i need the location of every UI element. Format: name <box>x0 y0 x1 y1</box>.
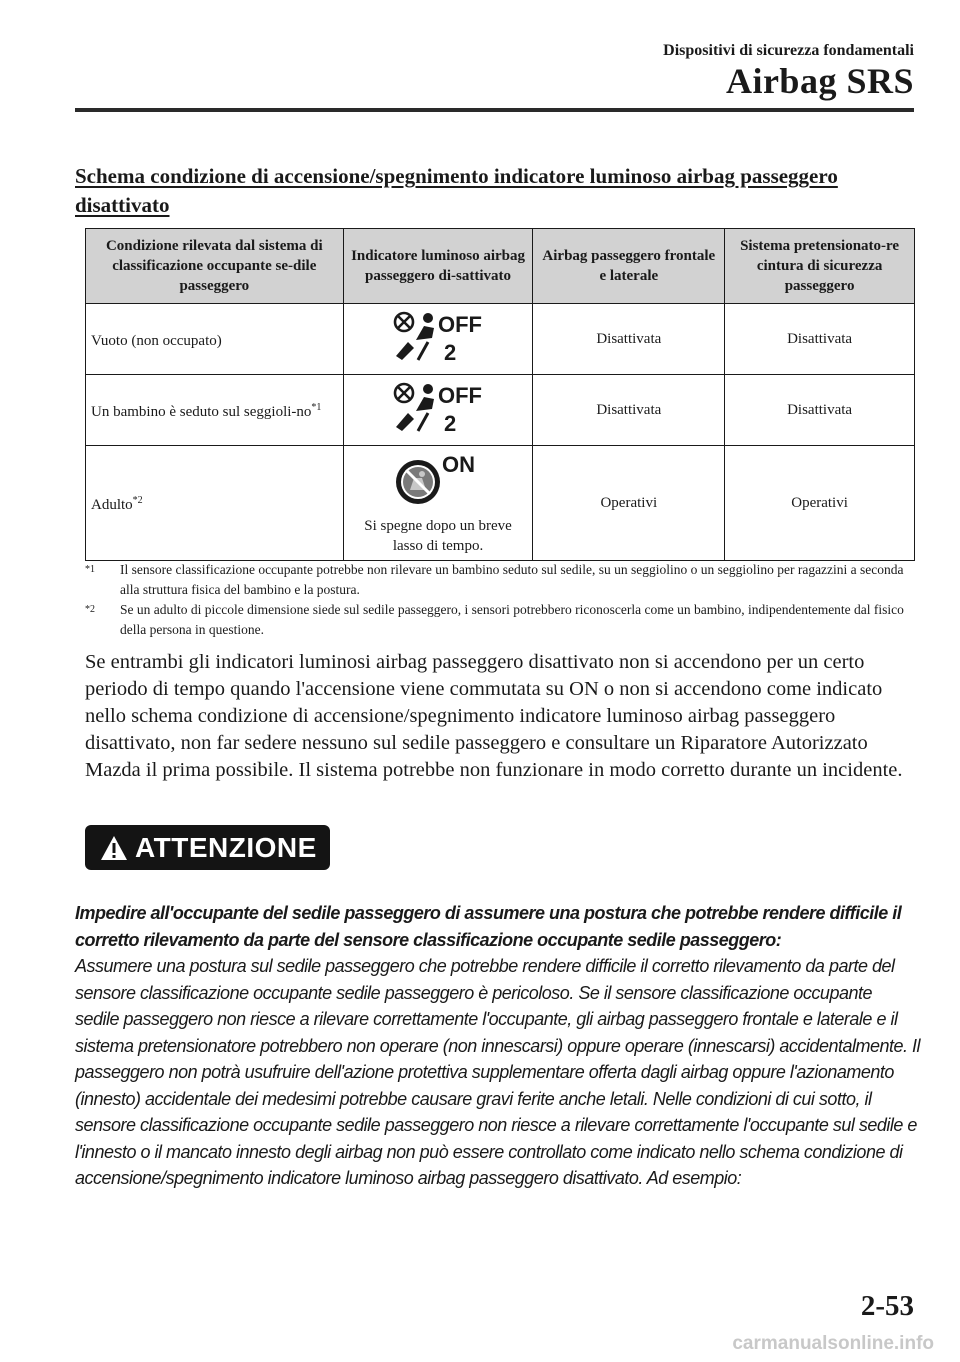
indicator-status-table <box>85 228 915 561</box>
body-paragraph: Se entrambi gli indicatori luminosi airbag passeggero disattivato non si accendono per un certo periodo di tempo quando l'accensione viene commutata su ON o non si accendono come indicato nello schema condizione di accensione/spegnimento indicatore luminoso airbag passeggero disattivato, non far sedere nessuno sul sedile passeggero e consultare un Riparatore Autorizzato Mazda il prima possibile. Il sistema potrebbe non funzionare in modo corretto durante un incidente. <box>85 651 903 781</box>
indicator-cell <box>343 304 533 375</box>
footnote-text: Il sensore classificazione occupante potrebbe non rilevare un bambino seduto sul sedile, su un seggiolino o un seggiolino per ragazzini a seconda alla struttura fisica del bambino e la postura. <box>120 562 904 597</box>
indicator-text: ON <box>442 452 476 477</box>
col-header-airbag: Airbag passeggero frontale e laterale <box>533 229 725 304</box>
warning-triangle-icon <box>99 834 129 862</box>
page-title: Airbag SRS <box>725 61 914 101</box>
table-row <box>86 375 915 446</box>
footnotes <box>85 560 915 640</box>
passenger-airbag-off-icon <box>388 379 488 435</box>
airbag-status: Disattivata <box>533 304 725 375</box>
page-number: 2-53 <box>860 1290 914 1322</box>
section-heading <box>75 162 915 220</box>
header-section: Dispositivi di sicurezza fondamentali <box>663 42 914 59</box>
warning-label: ATTENZIONE <box>135 831 317 863</box>
warning-body <box>75 900 920 1192</box>
footnote-mark: *2 <box>85 604 95 615</box>
watermark: carmanualsonline.info <box>732 1333 934 1354</box>
condition-text: Un bambino è seduto sul seggioli-no <box>91 404 312 420</box>
warning-paragraph: Assumere una postura sul sedile passeggero che potrebbe rendere difficile il corretto rilevamento da parte del sensore classificazione occupante sedile passeggero è pericoloso. Se il sensore classificazione occupante sedile passeggero non riesce a rilevare correttamente l'occupante, gli airbag passeggero frontale e laterale e il sistema pretensionatore potrebbero non operare (non innescarsi) oppure operare (innescarsi) accidentalmente. Il passeggero non potrà usufruire dell'azione protettiva supplementare offerta dagli airbag oppure l'azionamento (innesto) accidentale dei medesimi potrebbe causare gravi ferite anche letali. Nelle condizioni di cui sotto, il sensore classificazione occupante sedile passeggero non riesce a rilevare correttamente l'occupante sul sedile e l'innesto o il mancato innesto degli airbag non può essere controllato come indicato nello schema condizione di accensione/spegnimento indicatore luminoso airbag passeggero disattivato. Ad esempio: <box>75 956 921 1188</box>
condition-text: Vuoto (non occupato) <box>91 333 222 349</box>
passenger-airbag-off-icon <box>388 308 488 364</box>
condition-cell <box>86 375 344 446</box>
footnote-mark: *1 <box>85 564 95 575</box>
col-header-pretensioner: Sistema pretensionato-re cintura di sicurezza passeggero <box>725 229 915 304</box>
table-header-row <box>86 229 915 304</box>
passenger-airbag-on-icon <box>388 450 488 508</box>
table-row <box>86 446 915 561</box>
section-heading-text: Schema condizione di accensione/spegnimento indicatore luminoso airbag passeggero disattivato <box>75 164 838 217</box>
indicator-digit: 2 <box>444 411 457 435</box>
col-header-condition: Condizione rilevata dal sistema di classificazione occupante se-dile passeggero <box>86 229 344 304</box>
pretensioner-status: Disattivata <box>725 304 915 375</box>
footnote <box>85 560 915 600</box>
condition-cell <box>86 304 344 375</box>
footnote-ref: *1 <box>311 402 322 413</box>
indicator-text: OFF <box>438 312 483 337</box>
header-rule <box>75 108 914 112</box>
condition-text: Adulto <box>91 497 133 513</box>
indicator-cell <box>343 446 533 561</box>
col-header-indicator: Indicatore luminoso airbag passeggero di-sattivato <box>343 229 533 304</box>
warning-banner <box>85 825 330 870</box>
footnote-text: Se un adulto di piccole dimensione siede sul sedile passeggero, i sensori potrebbero riconoscerla come un bambino, indipendentemente dal fisico della persona in questione. <box>120 602 904 637</box>
indicator-cell <box>343 375 533 446</box>
warning-heading: Impedire all'occupante del sedile passeggero di assumere una postura che potrebbe rendere difficile il corretto rilevamento da parte del sensore classificazione occupante sedile passeggero: <box>75 903 902 950</box>
airbag-status: Disattivata <box>533 375 725 446</box>
condition-cell <box>86 446 344 561</box>
footnote-ref: *2 <box>132 495 143 506</box>
indicator-text: OFF <box>438 383 483 408</box>
pretensioner-status: Operativi <box>725 446 915 561</box>
footnote <box>85 600 915 640</box>
table-row <box>86 304 915 375</box>
airbag-status: Operativi <box>533 446 725 561</box>
indicator-note: Si spegne dopo un breve lasso di tempo. <box>364 518 512 554</box>
indicator-digit: 2 <box>444 340 457 364</box>
pretensioner-status: Disattivata <box>725 375 915 446</box>
